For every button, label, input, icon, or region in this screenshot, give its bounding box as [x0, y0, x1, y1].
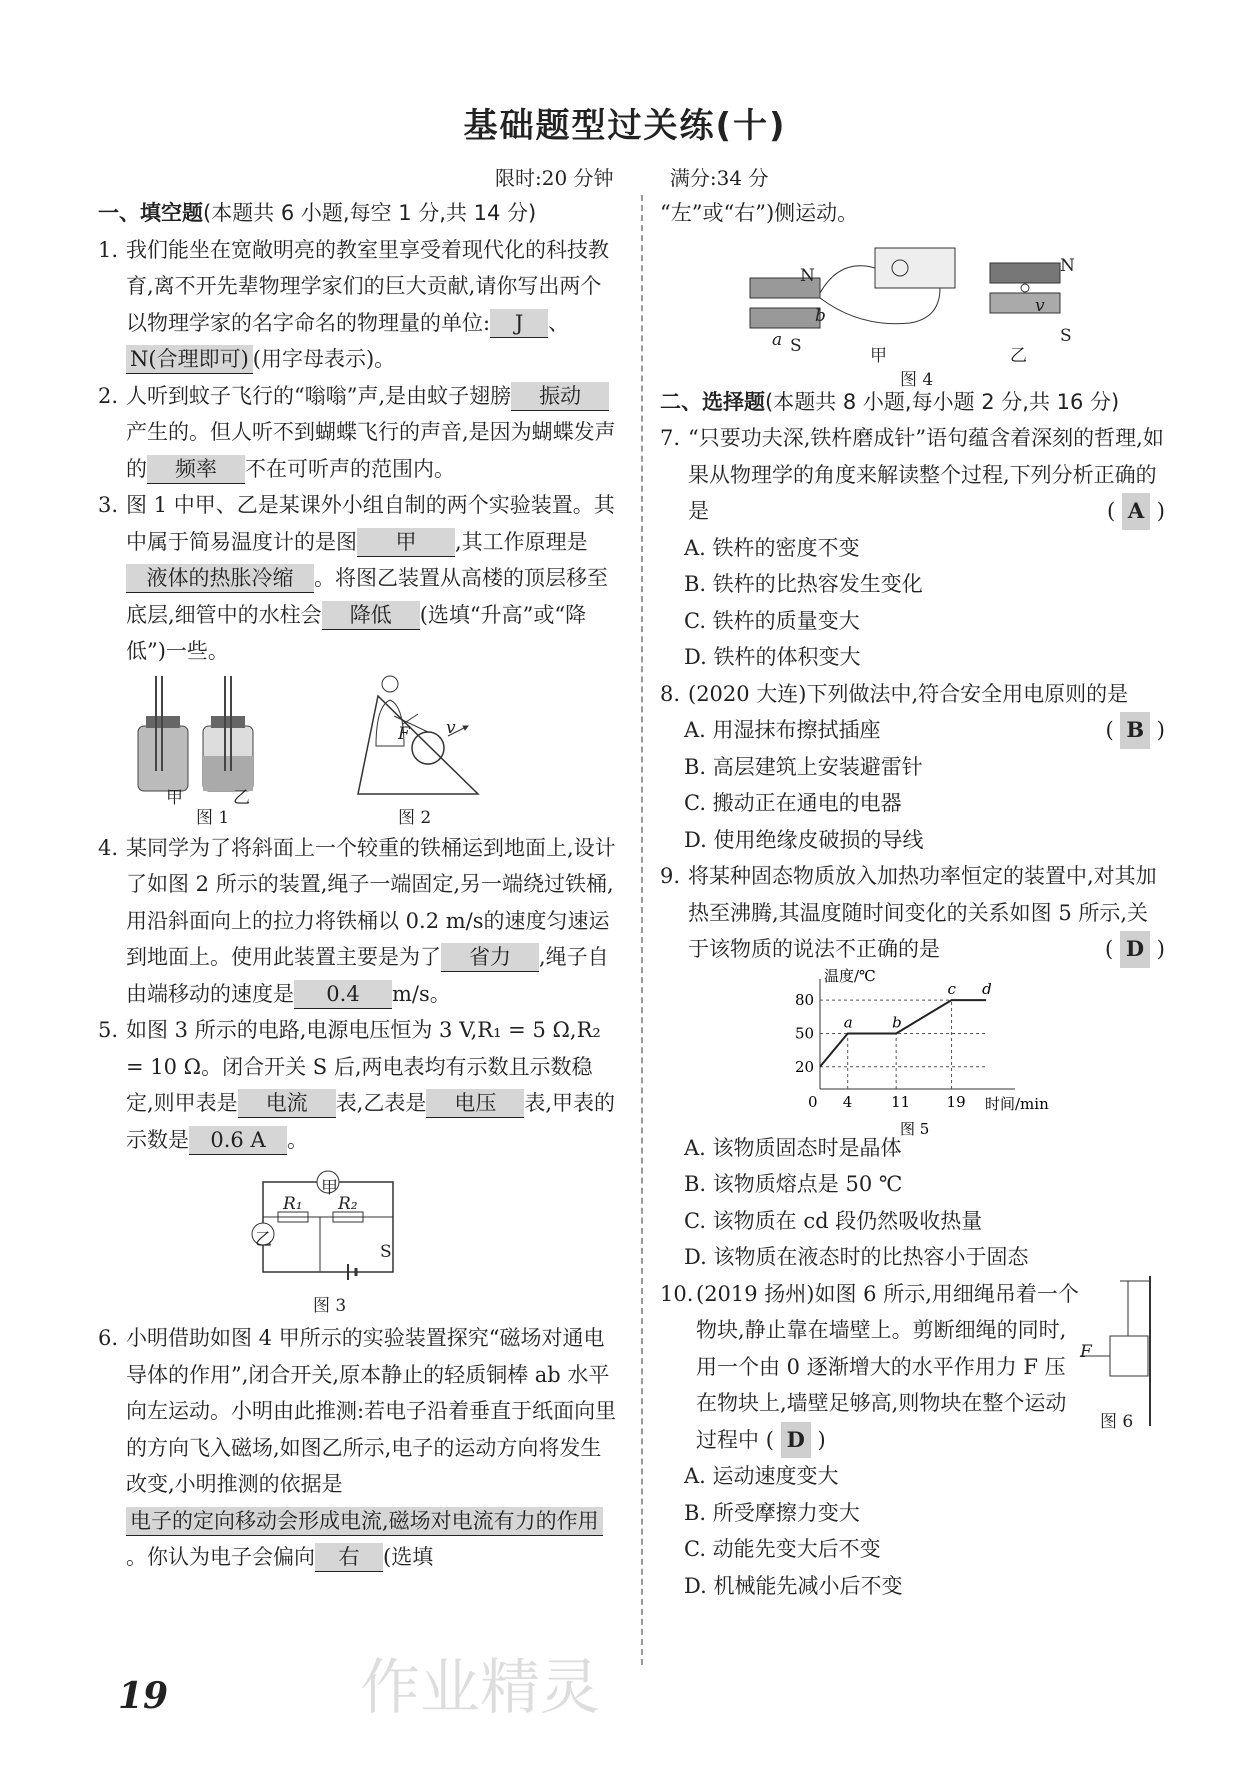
answer-3b: 液体的热胀冷缩 — [126, 564, 314, 593]
question-3: 3. 图 1 中甲、乙是某课外小组自制的两个实验装置。其中属于简易温度计的是图 甲 ,其工作原理是液体的热胀冷缩 。将图乙装置从高楼的顶层移至底层,细管中的水柱会 降低 (选填“升高”或“降低”)一些。 — [98, 493, 615, 663]
fig4-n2: N — [1060, 255, 1075, 276]
fig3-circuit — [248, 1164, 468, 1284]
y-tick-0: 20 — [795, 1057, 815, 1076]
y-tick-1: 50 — [795, 1023, 815, 1042]
question-6: 6. 小明借助如图 4 甲所示的实验装置探究“磁场对通电导体的作用”,闭合开关,原本静止的轻质铜棒 ab 水平向左运动。小明由此推测:若电子沿着垂直于纸面向里的方向飞入磁场,如图乙所示,电子的运动方向将发生改变,小明推测的依据是电子的定向移动会形成电流,磁场对电流有力的作用。你认为电子会偏向 右 (选填 — [98, 1320, 620, 1576]
fig1-label-jia: 甲 — [166, 787, 183, 808]
q9-option-d: D. 该物质在液态时的比热容小于固态 — [684, 1245, 1029, 1269]
fig4-caption: 图 4 — [900, 369, 934, 390]
question-10-block — [660, 1276, 1165, 1459]
answer-2a: 振动 — [511, 382, 609, 411]
question-5: 5. 如图 3 所示的电路,电源电压恒为 3 V,R₁ = 5 Ω,R₂ = 10 Ω。闭合开关 S 后,两电表均有示数且示数稳定,则甲表是 电流 表,乙表是 电压 表,甲表的示数是 0.6 A 。 — [98, 1012, 620, 1158]
q10-option-b: B. 所受摩擦力变大 — [684, 1500, 860, 1525]
right-column — [660, 195, 1165, 1604]
full-score: 满分:34 分 — [669, 166, 769, 190]
q8-option-a: A. 用湿抹布擦拭插座 — [684, 718, 881, 742]
x-tick-3: 19 — [946, 1092, 966, 1111]
fig4-yi: 乙 — [1010, 345, 1027, 366]
answer-5c: 0.6 A — [189, 1126, 287, 1155]
answer-10: D — [781, 1422, 811, 1459]
question-1: 1. 我们能坐在宽敞明亮的教室里享受着现代化的科技教育,离不开先辈物理学家们的巨大贡献,请你写出两个以物理学家的名字命名的物理量的单位: J 、N(合理即可) (用字母表示)。 — [98, 232, 620, 378]
question-10: 10. (2019 扬州)如图 6 所示,用细绳吊着一个物块,静止靠在墙壁上。剪断细绳的同时,用一个由 0 逐渐增大的水平作用力 F 压在物块上,墙壁足够高,则物块在整个运动过程中 ( D ) — [660, 1276, 1086, 1459]
q7-option-c: C. 铁杵的质量变大 — [684, 608, 860, 633]
answer-6a: 电子的定向移动会形成电流,磁场对电流有力的作用 — [126, 1507, 603, 1536]
question-2: 2. 人听到蚊子飞行的“嗡嗡”声,是由蚊子翅膀 振动产生的。但人听不到蝴蝶飞行的声音,是因为蝴蝶发声的 频率 不在可听声的范围内。 — [98, 378, 620, 488]
q7-option-d: D. 铁杵的体积变大 — [684, 645, 861, 669]
fig6-caption: 图 6 — [1100, 1411, 1134, 1432]
q8-option-d: D. 使用绝缘皮破损的导线 — [684, 827, 924, 852]
fig2-label-F: F — [398, 723, 410, 744]
question-7: 7. “只要功夫深,铁杵磨成针”语句蕴含着深刻的哲理,如果从物理学的角度来解读整个过程,下列分析正确的是 ( A ) — [660, 420, 1165, 530]
figures-1-2 — [98, 676, 620, 828]
fig4-a: a — [772, 329, 783, 350]
q10-option-a: A. 运动速度变大 — [684, 1464, 839, 1488]
q8-option-c: C. 搬动正在通电的电器 — [684, 791, 902, 815]
y-tick-2: 80 — [795, 990, 815, 1009]
answer-3c: 降低 — [322, 601, 420, 630]
answer-1b: N(合理即可) — [126, 345, 253, 374]
answer-4b: 0.4 — [294, 980, 392, 1009]
answer-5a: 电流 — [238, 1089, 336, 1118]
answer-5b: 电压 — [426, 1089, 524, 1118]
point-label-d: d — [982, 979, 992, 998]
x-tick-2: 11 — [891, 1092, 911, 1111]
q10-option-c: C. 动能先变大后不变 — [684, 1537, 881, 1561]
time-limit: 限时:20 分钟 — [495, 166, 614, 190]
fig2-caption: 图 2 — [398, 807, 432, 828]
fig3-switch: S — [380, 1242, 392, 1262]
q9-option-a: A. 该物质固态时是晶体 — [684, 1135, 902, 1160]
left-column — [98, 195, 620, 1576]
fig4-v: v — [1035, 295, 1045, 316]
fig3-caption: 图 3 — [313, 1296, 347, 1316]
fig4-jia: 甲 — [870, 345, 887, 366]
question-6-continued: “左”或“右”)侧运动。 — [660, 201, 859, 225]
figure-3-circuit — [98, 1164, 620, 1314]
fig4-n1: N — [800, 265, 815, 286]
fig3-meter-jia: 甲 — [321, 1178, 338, 1198]
figure-4 — [660, 238, 1165, 390]
answer-2b: 频率 — [147, 455, 245, 484]
answer-6b: 右 — [315, 1543, 383, 1572]
fig2-label-v: v — [446, 717, 456, 738]
q9-option-c: C. 该物质在 cd 段仍然吸收热量 — [684, 1208, 983, 1233]
answer-7: A — [1122, 493, 1150, 530]
section-2-header: 二、选择题(本题共 8 小题,每小题 2 分,共 16 分) — [660, 389, 1120, 414]
answer-4a: 省力 — [441, 943, 539, 972]
figure-5-chart — [660, 966, 1165, 1138]
q8-option-b: B. 高层建筑上安装避雷针 — [684, 754, 923, 779]
question-4: 4. 某同学为了将斜面上一个较重的铁桶运到地面上,设计了如图 2 所示的装置,绳子一端固定,另一端绕过铁桶,用沿斜面向上的拉力将铁桶以 0.2 m/s的速度匀速运到地面上。使用此装置主要是为了 省力 ,绳子自由端移动的速度是 0.4 m/s。 — [98, 830, 620, 1013]
section-1-header: 一、填空题(本题共 6 小题,每空 1 分,共 14 分) — [98, 201, 537, 225]
question-8: 8. (2020 大连)下列做法中,符合安全用电原则的是 ( B ) — [660, 676, 1165, 713]
fig3-r2: R₂ — [338, 1194, 358, 1214]
answer-3a: 甲 — [357, 528, 455, 557]
page-title: 基础题型过关练(十) — [463, 106, 787, 146]
fig1-bottles — [128, 676, 548, 796]
fig3-r1: R₁ — [283, 1194, 303, 1214]
fig3-meter-yi: 乙 — [255, 1230, 272, 1250]
point-label-b: b — [892, 1012, 902, 1031]
column-divider — [641, 195, 643, 1665]
fig1-label-yi: 乙 — [233, 787, 250, 808]
point-label-a: a — [843, 1012, 853, 1031]
point-label-c: c — [947, 979, 956, 998]
y-axis-label: 温度/℃ — [824, 966, 876, 985]
chart-caption: 图 5 — [900, 1119, 930, 1138]
origin-label: 0 — [808, 1092, 818, 1111]
watermark: 作业精灵 — [360, 1653, 600, 1723]
x-axis-label: 时间/min — [985, 1094, 1049, 1113]
answer-9: D — [1120, 931, 1150, 968]
fig5-chart — [770, 966, 1070, 1138]
q9-option-b: B. 该物质熔点是 50 ℃ — [684, 1172, 903, 1196]
time-limits — [495, 162, 818, 191]
q7-option-b: B. 铁杵的比热容发生变化 — [684, 572, 923, 596]
page-number: 19 — [118, 1675, 169, 1717]
question-9: 9. 将某种固态物质放入加热功率恒定的装置中,对其加热至沸腾,其温度随时间变化的关系如图 5 所示,关于该物质的说法不正确的是 ( D ) — [660, 858, 1165, 968]
q10-option-d: D. 机械能先减小后不变 — [684, 1573, 903, 1598]
answer-1a: J — [490, 309, 548, 338]
fig6-label-F: F — [1080, 1341, 1092, 1362]
x-tick-1: 4 — [842, 1092, 853, 1111]
answer-8: B — [1120, 712, 1150, 749]
fig4-s1: S — [790, 335, 802, 356]
fig4-s2: S — [1060, 325, 1072, 346]
fig4-b: b — [815, 305, 826, 326]
q7-option-a: A. 铁杵的密度不变 — [684, 535, 860, 560]
fig1-caption: 图 1 — [196, 807, 230, 828]
